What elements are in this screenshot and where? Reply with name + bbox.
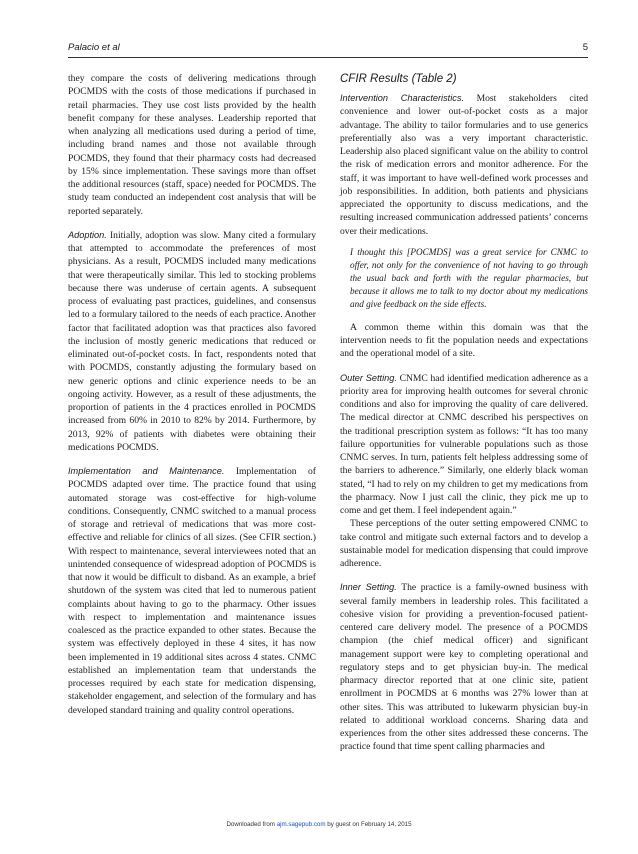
running-header	[68, 42, 588, 56]
inner-setting-text: The practice is a family-owned business with several family members in leadership roles. This facilitated a cohesive vision for providing a prevention-focused patient-centered care delivery model. The presence of a POCMDS champion (the chief medical officer) and significant management support were key to completing operational and regulatory steps and to get physician buy-in. The medical pharmacy director reported that at one clinic site, patient enrollment in POCMDS at 6 months was 27% lower than at other sites. This was attributed to lukewarm physician buy-in related to additional workload concerns. Sharing data and experiences from the other sites addressed these concerns. The practice found that time spent calling pharmacies and	[340, 582, 588, 753]
intervention-paragraph	[340, 92, 588, 238]
intervention-subheading: Intervention Characteristics.	[340, 93, 465, 103]
inner-setting-paragraph	[340, 581, 588, 753]
intervention-text: Most stakeholders cited convenience and lower out-of-pocket costs as a major advantage. The ability to tailor formularies and to use generics preferentially also was a very important characteristic. Leadership also placed significant value on the ability to control the risk of medication errors and monitor adherence. For the staff, it was important to have well-defined work processes and job responsibilities. In addition, both patients and physicians appreciated the opportunity to discuss medications, and the resulting increased communication addressed patients’ concerns over their medications.	[340, 93, 588, 237]
running-head-authors: Palacio et al	[68, 42, 120, 53]
adoption-text: Initially, adoption was slow. Many cited a formulary that attempted to accommodate the preferences of most physicians. As a result, POCMDS included many medications that were therapeutically similar. This led to stocking problems because there was underuse of certain agents. A subsequent process of evaluating past practices, guidelines, and consensus led to a formulary tailored to the needs of each practice. Another factor that facilitated adoption was that practices also favored the inclusion of mostly generic medications that reduced or eliminated out-of-pocket costs. In fact, respondents noted that with POCMDS, constantly adjusting the formulary based on new generic options and clinic experience needs to be an ongoing activity. However, as a result of these adjustments, the proportion of patients in the 4 practices enrolled in POCMDS increased from 60% in 2010 to 82% by 2014. Furthermore, by 2013, 92% of patients with diabetes were obtaining their medications POCMDS.	[68, 229, 316, 453]
adoption-paragraph	[68, 229, 316, 454]
patient-quote: I thought this [POCMDS] was a great service for CNMC to offer, not only for the convenience of not having to go through the usual back and forth with the regular pharmacies, but because it allows me to talk to my doctor about my medications and give feedback on the side effects.	[350, 246, 588, 309]
left-column	[68, 72, 316, 717]
implementation-paragraph	[68, 465, 316, 717]
footer-link[interactable]: ajm.sagepub.com	[276, 821, 326, 828]
footer-prefix: Downloaded from	[226, 821, 277, 828]
page-number: 5	[582, 42, 588, 53]
adoption-subheading: Adoption.	[68, 229, 107, 240]
download-footer	[0, 821, 638, 828]
outer-setting-subheading: Outer Setting.	[340, 372, 397, 383]
common-theme-paragraph: A common theme within this domain was that the intervention needs to fit the population needs and expectations and the operational model of a site.	[340, 321, 588, 360]
header-rule	[68, 57, 588, 58]
outer-setting-text: CNMC had identified medication adherence as a priority area for improving health outcomes for several chronic conditions and also for improving the quality of care delivered. The medical director at CNMC described his perspectives on the traditional prescription system as follows: “It has too many failure opportunities for vulnerable populations such as those CNMC serves. In turn, patients felt helpless addressing some of the barriers to adherence.” Similarly, one elderly black woman stated, “I had to rely on my children to get my medications from the pharmacy. Now I just call the clinic, they pick me up to come and get them. I feel independent again.”	[340, 372, 589, 516]
cost-analysis-paragraph: they compare the costs of delivering medications through POCMDS with the costs of those medications if purchased in retail pharmacies. They use cost lists provided by the health benefit company for these analyses. Leadership reported that when analyzing all medications used during a period of time, including brand names and those not available through POCMDS, they found that their pharmacy costs had decreased by 15% since implementation. These savings more than offset the additional resources (staff, space) needed for POCMDS. The study team conducted an independent cost analysis that will be reported separately.	[68, 73, 316, 217]
footer-suffix: by guest on February 14, 2015	[325, 821, 412, 828]
right-column	[340, 72, 588, 754]
inner-setting-subheading: Inner Setting.	[340, 582, 397, 593]
perceptions-paragraph: These perceptions of the outer setting empowered CNMC to take control and mitigate such external factors and to develop a sustainable model for medication dispensing that could improve adherence.	[340, 518, 588, 569]
implementation-text: Implementation of POCMDS adapted over time. The practice found that using automated storage was cost-effective for high-volume conditions. Consequently, CNMC switched to a manual process of storage and retrieval of medications that was more cost-effective and reliable for clinics of all sizes. (See CFIR section.) With respect to maintenance, several interviewees noted that an unintended consequence of widespread adoption of POCMDS is that now it would be difficult to disband. As an example, a brief shutdown of the system was cited that led to numerous patient complaints about having to go to the pharmacy. Other issues with respect to implementation and maintenance issues coalesced as the practice expanded to other states. Because the system was effectively deployed in these 4 sites, it has now been implemented in 19 additional sites across 4 states. CNMC established an implementation team that understands the processes required by each state for medication dispensing, stakeholder engagement, and selection of the formulary and has developed standard training and quality control operations.	[68, 466, 316, 716]
implementation-subheading: Implementation and Maintenance.	[68, 466, 225, 476]
section-title: CFIR Results (Table 2)	[340, 73, 457, 85]
outer-setting-paragraph	[340, 372, 588, 518]
